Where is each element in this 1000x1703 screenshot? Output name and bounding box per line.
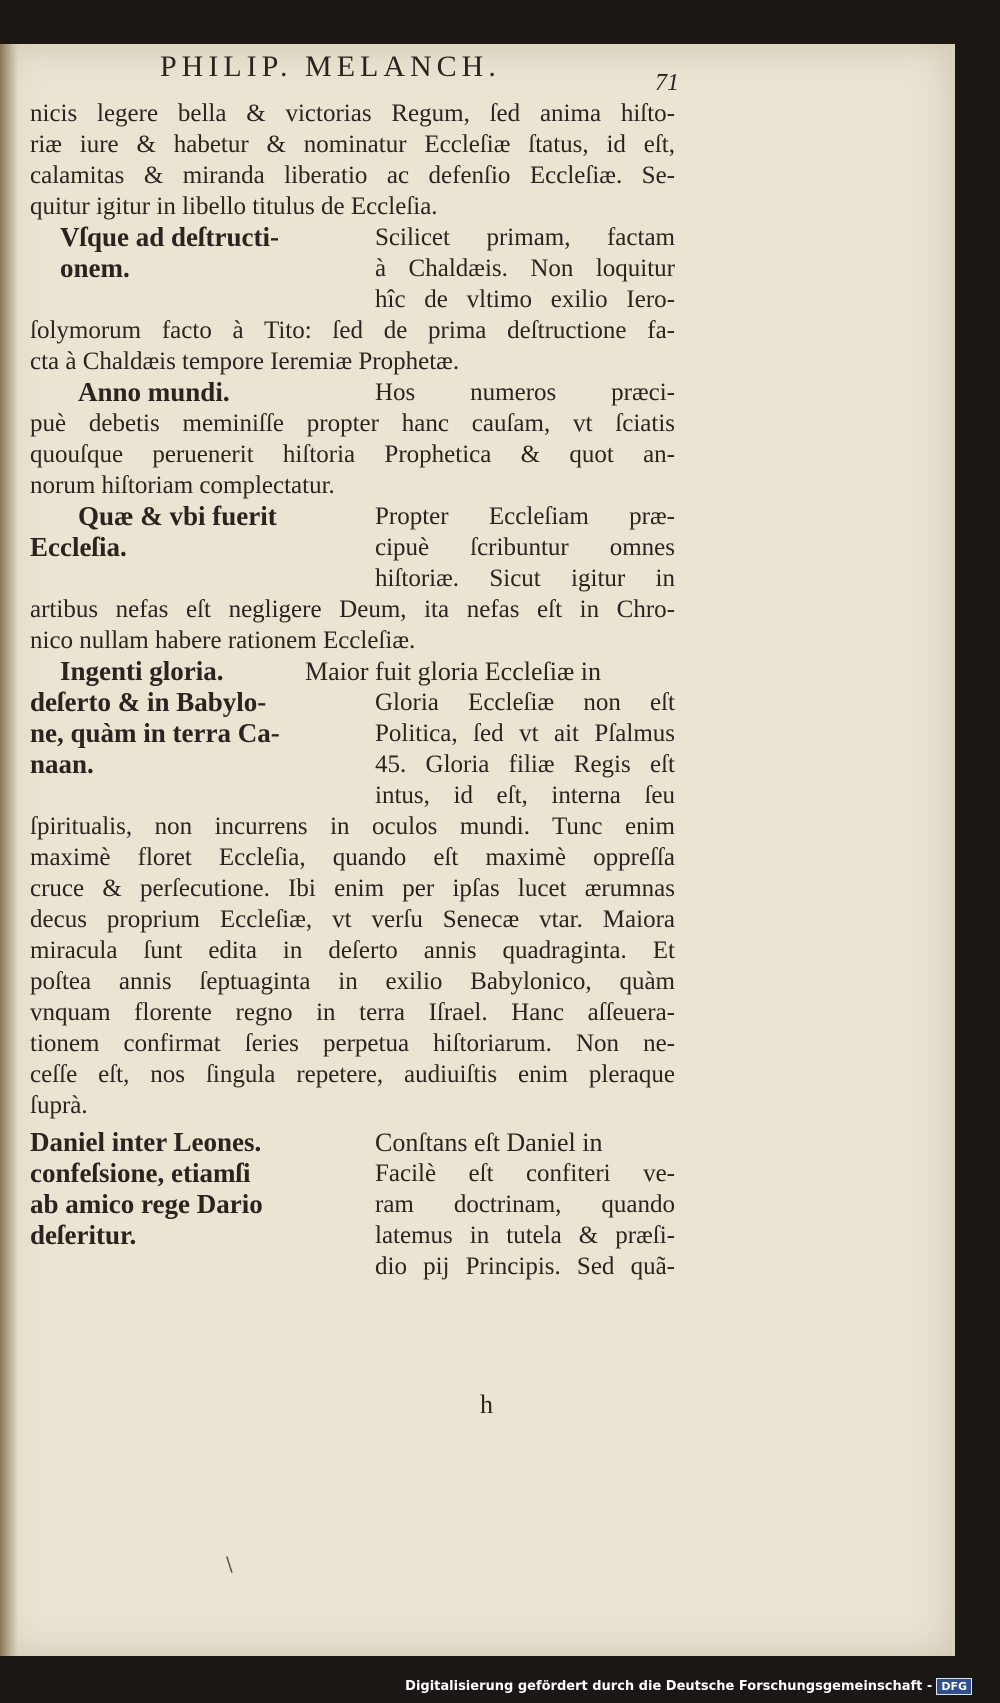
gloss: Scilicet primam, factam à Chaldæis. Non loquitur hîc de vltimo exilio Iero- bbox=[375, 224, 675, 313]
text-line: tionem confirmat ſeries perpetua hiſtoriarum. Non ne- bbox=[30, 1030, 675, 1057]
text-line: miracula ſunt edita in deſerto annis quadraginta. Et bbox=[30, 937, 675, 964]
text-line: artibus nefas eſt negligere Deum, ita nefas eſt in Chro- bbox=[30, 596, 675, 623]
gloss: Maior fuit gloria Eccleſiæ in bbox=[305, 657, 602, 686]
dfg-logo-icon: DFG bbox=[936, 1678, 972, 1695]
text-line: ceſſe eſt, nos ſingula repetere, audiuiſtis enim pleraque bbox=[30, 1061, 675, 1088]
text-line: cta à Chaldæis tempore Ieremiæ Prophetæ. bbox=[30, 348, 460, 375]
text-line: puè debetis meminiſſe propter hanc cauſam, vt ſciatis bbox=[30, 410, 675, 437]
footer-credit bbox=[405, 1678, 972, 1695]
footer-text: Digitalisierung gefördert durch die Deutsche Forschungsgemeinschaft - bbox=[405, 1679, 933, 1694]
signature-mark: h bbox=[480, 1390, 493, 1419]
running-head: PHILIP. MELANCH. bbox=[160, 50, 501, 83]
lemma: Daniel inter Leones. bbox=[30, 1127, 262, 1157]
text-line: poſtea annis ſeptuaginta in exilio Babylonico, quàm bbox=[30, 968, 675, 995]
text-line: ſuprà. bbox=[30, 1092, 88, 1119]
gloss: Propter Eccleſiam præ- cipuè ſcribuntur omnes hiſtoriæ. Sicut igitur in bbox=[375, 503, 675, 592]
lemma: Anno mundi. bbox=[78, 377, 230, 407]
text-line: decus proprium Eccleſiæ, vt verſu Senecæ vtar. Maiora bbox=[30, 906, 675, 933]
text-line: ſpiritualis, non incurrens in oculos mundi. Tunc enim bbox=[30, 813, 675, 840]
gloss: Conſtans eſt Daniel in bbox=[375, 1128, 603, 1157]
lemma: Ingenti gloria. bbox=[60, 656, 224, 686]
text-line: vnquam florente regno in terra Iſrael. Hanc aſſeuera- bbox=[30, 999, 675, 1026]
text-line: quouſque peruenerit hiſtoria Prophetica & quot an- bbox=[30, 441, 675, 468]
page-number: 71 bbox=[655, 70, 679, 96]
text-line: cruce & perſecutione. Ibi enim per ipſas lucet ærumnas bbox=[30, 875, 675, 902]
body-text bbox=[30, 98, 675, 1282]
lemma: Quæ & vbi fuerit Eccleſia. bbox=[30, 501, 277, 562]
commentary-section bbox=[30, 687, 675, 811]
commentary-section bbox=[30, 1158, 675, 1282]
text-line: quitur igitur in libello titulus de Eccleſia. bbox=[30, 193, 438, 220]
text-line: riæ iure & habetur & nominatur Eccleſiæ ſtatus, id eſt, bbox=[30, 131, 675, 158]
commentary-section-head bbox=[30, 656, 675, 687]
text-line: norum hiſtoriam complectatur. bbox=[30, 472, 335, 499]
gloss: Hos numeros præci- bbox=[375, 379, 675, 406]
commentary-section bbox=[30, 222, 675, 315]
commentary-section bbox=[30, 377, 675, 408]
lemma: Vſque ad deſtructi- onem. bbox=[60, 222, 279, 283]
gloss: Facilè eſt confiteri ve- ram doctrinam, quando latemus in tutela & præſi- dio pij Principis. Sed quã- bbox=[375, 1160, 675, 1280]
text-line: nicis legere bella & victorias Regum, ſed anima hiſto- bbox=[30, 100, 675, 127]
text-line: calamitas & miranda liberatio ac defenſio Eccleſiæ. Se- bbox=[30, 162, 675, 189]
gloss: Gloria Eccleſiæ non eſt Politica, ſed vt ait Pſalmus 45. Gloria filiæ Regis eſt intus, id eſt, interna ſeu bbox=[375, 689, 675, 809]
text-line: nico nullam habere rationem Eccleſiæ. bbox=[30, 627, 416, 654]
commentary-section-head bbox=[30, 1127, 675, 1158]
ink-mark: \ bbox=[226, 1552, 233, 1576]
lemma: confeſsione, etiamſi ab amico rege Dario deſeritur. bbox=[30, 1158, 263, 1250]
page-header bbox=[160, 50, 685, 94]
lemma: deſerto & in Babylo- ne, quàm in terra Ca- naan. bbox=[30, 687, 280, 779]
text-line: maximè floret Eccleſia, quando eſt maximè oppreſſa bbox=[30, 844, 675, 871]
commentary-section bbox=[30, 501, 675, 594]
text-line: ſolymorum facto à Tito: ſed de prima deſtructione fa- bbox=[30, 317, 675, 344]
